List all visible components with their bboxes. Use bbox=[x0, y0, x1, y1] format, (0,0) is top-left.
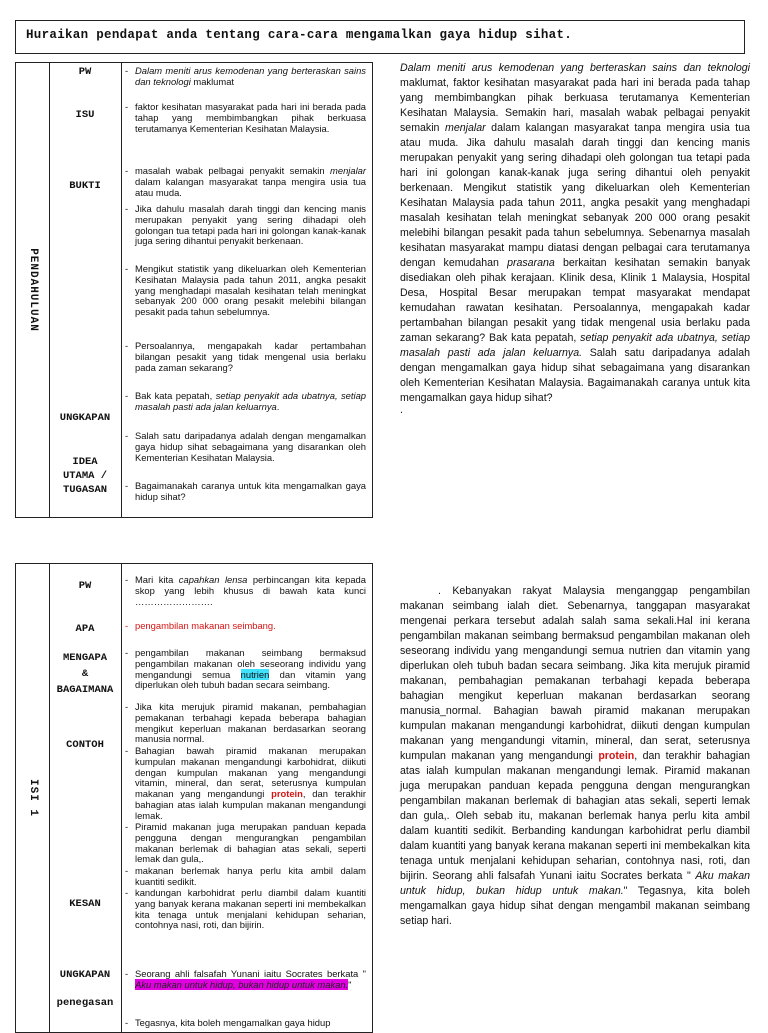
pendahuluan-table bbox=[15, 62, 373, 518]
label-contoh: CONTOH bbox=[66, 739, 104, 751]
isi1-table bbox=[15, 563, 373, 1033]
content-column bbox=[121, 564, 372, 1032]
label-pw: PW bbox=[78, 580, 92, 592]
stray-dot: . bbox=[400, 404, 403, 416]
mengapa-item-1: - pengambilan makanan seimbang bermaksud pengambilan makanan oleh seseorang individu yang mengandungi semua nutrien dan vitamin yang diperlukan oleh tubuh badan secara seimbang. bbox=[125, 647, 366, 691]
pw-item: - Dalam meniti arus kemodenan yang berteraskan sains dan teknologi maklumat bbox=[125, 65, 366, 87]
apa-item: - pengambilan makanan seimbang. bbox=[125, 620, 276, 631]
idea-item-2: - Bagaimanakah caranya untuk kita mengamalkan gaya hidup sihat? bbox=[125, 480, 366, 502]
label-mengapa: MENGAPA bbox=[62, 652, 108, 664]
label-column bbox=[49, 63, 122, 517]
label-bukti: BUKTI bbox=[69, 180, 101, 192]
label-penegasan: penegasan bbox=[56, 997, 114, 1009]
isu-item: - faktor kesihatan masyarakat pada hari ini berada pada tahap yang membimbangkan pihak berkuasa terutamanya Kementerian Kesihatan Malaysia. bbox=[125, 101, 366, 134]
pendahuluan-paragraph: Dalam meniti arus kemodenan yang berteraskan sains dan teknologi maklumat, faktor kesihatan masyarakat pada hari ini berada pada tahap yang membimbangkan pihak berkuasa terutamanya Kementerian Kesihatan Malaysia. Semakin hari, masalah wabak pelbagai penyakit semakin menjalar dalam kalangan masyarakat tanpa mengira usia tua atau muda. Jika dahulu masalah darah tinggi dan kencing manis merupakan penyakit yang sering dihadapi oleh golongan tua tetapi pada hari ini golongan kanak-kanak juga sering dihantui oleh penyakit berkenaan. Mengikut statistik yang dikeluarkan oleh Kementerian Kesihatan Malaysia pada tahun 2011, angka pesakit yang menghadapi masalah kesihatan telah meningkat sebanyak 200 000 orang pesakit melebihi bilangan pesakit pada tahun sebelumnya. Sebenarnya masalah kesihatan masyarakat mampu diatasi dengan pelbagai cara terutamanya dengan kemudahan prasarana berkaitan kesihatan semakin banyak disediakan oleh pihak kerajaan. Klinik desa, Klinik 1 Malaysia, Hospital Desa, Hospital Besar merupakan tempat masyarakat mendapat kemudahan rawatan kesihatan. Persoalannya, mengapakah kadar pertambahan bilangan pesakit yang tidak mengenal usia berlaku pada zaman sekarang? Bak kata pepatah, setiap penyakit ada ubatnya, setiap masalah pasti ada jalan keluarnya. Salah satu daripadanya adalah dengan mengamalkan gaya hidup sihat sebagaimana yang disarankan oleh Kementerian Kesihatan Malaysia. Bagaimanakah caranya untuk kita mengamalkan gaya hidup sihat? bbox=[400, 62, 751, 404]
section-label: ISI 1 bbox=[26, 778, 39, 818]
label-ungkapan: UNGKAPAN bbox=[59, 969, 111, 981]
ungkapan-item: - Bak kata pepatah, setiap penyakit ada ubatnya, setiap masalah pasti ada jalan keluarnya. bbox=[125, 390, 366, 412]
section-label: PENDAHULUAN bbox=[26, 248, 39, 332]
bukti-item-1: - masalah wabak pelbagai penyakit semakin menjalar dalam kalangan masyarakat tanpa mengira usia tua atau muda. bbox=[125, 165, 366, 198]
label-idea: IDEA bbox=[72, 456, 98, 468]
contoh-item-2: - Bahagian bawah piramid makanan merupakan kumpulan makanan mengandungi karbohidrat, diikuti dengan kumpulan makanan yang mengandungi vitamin, mineral, dan serat, seterusnya kumpulan makanan yang mengandungi protein, dan terakhir bahagian atas ialah kumpulan makanan mengandungi lemak. bbox=[125, 745, 366, 821]
question-title: Huraikan pendapat anda tentang cara-cara mengamalkan gaya hidup sihat. bbox=[26, 28, 573, 42]
pw-item: - Mari kita capahkan lensa perbincangan kita kepada skop yang lebih khusus di bawah kata kunci ……………………. bbox=[125, 574, 366, 607]
bukti-item-2: - Jika dahulu masalah darah tinggi dan kencing manis merupakan penyakit yang sering dihadapi oleh golongan tua tetapi pada hari ini golongan kanak-kanak juga sering dihantui penyakit berkenaan. bbox=[125, 203, 366, 247]
label-ungkapan: UNGKAPAN bbox=[59, 412, 111, 424]
label-utama: UTAMA / bbox=[62, 470, 108, 482]
idea-item-1: - Salah satu daripadanya adalah dengan mengamalkan gaya hidup sihat sebagaimana yang disarankan oleh Kementerian Kesihatan Malaysia. bbox=[125, 430, 366, 463]
question-title-box bbox=[15, 20, 745, 54]
label-apa: APA bbox=[75, 623, 95, 635]
label-kesan: KESAN bbox=[69, 898, 101, 910]
label-pw: PW bbox=[78, 66, 92, 78]
ungkapan-item: - Seorang ahli falsafah Yunani iaitu Socrates berkata " Aku makan untuk hidup, bukan hidup untuk makan." bbox=[125, 968, 366, 990]
label-tugasan: TUGASAN bbox=[62, 484, 108, 496]
kesan-item-1: - makanan berlemak hanya perlu kita ambil dalam kuantiti sedikit. bbox=[125, 865, 366, 887]
contoh-item-3: - Piramid makanan juga merupakan panduan kepada pengguna dengan mengurangkan pengambilan makanan berlemak di bahagian atas sekali, seperti lemak dan gula,. bbox=[125, 821, 366, 865]
section-label-cell bbox=[16, 564, 50, 1032]
contoh-item-1: - Jika kita merujuk piramid makanan, pembahagian pemakanan terbahagi kepada beberapa bahagian mengikut keperluan makanan berdasarkan seorang manusia normal. bbox=[125, 701, 366, 745]
label-ampersand: & bbox=[81, 668, 89, 680]
section-label-cell bbox=[16, 63, 50, 517]
penegasan-item: - Tegasnya, kita boleh mengamalkan gaya hidup bbox=[125, 1017, 331, 1028]
kesan-item-2: - kandungan karbohidrat perlu diambil dalam kuantiti yang banyak kerana makanan seperti ini membekalkan kita tenaga untuk menjalani kehidupan seharian, contohnya nasi, roti, dan bijirin. bbox=[125, 887, 366, 931]
isi1-paragraph: . Kebanyakan rakyat Malaysia menganggap pengambilan makanan seimbang ialah diet. Sebenarnya, tanggapan masyarakat mengenai perkara tersebut adalah salah sama sekali.Hal ini kerana pengambilan makanan seimbang bermaksud pengambilan makanan oleh seseorang individu yang mengandungi semua nutrien dan vitamin yang diperlukan oleh tubuh badan secara seimbang. Jika kita merujuk piramid makanan, pembahagian pemakanan terbahagi kepada beberapa bahagian mengikut keperluan makanan berdasarkan seorang manusia_normal. Bahagian bawah piramid makanan merupakan kumpulan makanan mengandungi karbohidrat, diikuti dengan kumpulan makanan yang mengandungi vitamin, mineral, dan serat, seterusnya kumpulan makanan yang mengandungi protein, dan terakhir bahagian atas ialah kumpulan makanan mengandungi lemak. Piramid makanan juga merupakan panduan kepada pengguna dengan mengurangkan pengambilan makanan berlemak di bahagian atas sekali, seperti lemak dan gula,. Oleh sebab itu, makanan berlemak hanya perlu kita ambil dalam kuantiti sedikit. Berbanding kandungan karbohidrat perlu diambil dalam kuantiti yang banyak kerana makanan seperti ini membekalkan kita tenaga untuk menjalani kehidupan seharian, contohnya nasi, roti, dan bijirin. Seorang ahli falsafah Yunani iaitu Socrates berkata " Aku makan untuk hidup, bukan hidup untuk makan." Tegasnya, kita boleh mengamalkan gaya hidup sihat dengan mengambil makanan seimbang setiap hari. bbox=[400, 585, 750, 927]
label-column bbox=[49, 564, 122, 1032]
label-isu: ISU bbox=[75, 109, 95, 121]
label-bagaimana: BAGAIMANA bbox=[56, 684, 114, 696]
bukti-item-4: - Persoalannya, mengapakah kadar pertambahan bilangan pesakit yang tidak mengenal usia berlaku pada zaman sekarang? bbox=[125, 340, 366, 373]
bukti-item-3: - Mengikut statistik yang dikeluarkan oleh Kementerian Kesihatan Malaysia pada tahun 2011, angka pesakit yang menghadapi masalah kesihatan telah meningkat sebanyak 200 000 orang pesakit melebihi bilangan pesakit pada tahun sebelumnya. bbox=[125, 263, 366, 318]
content-column bbox=[121, 63, 372, 517]
